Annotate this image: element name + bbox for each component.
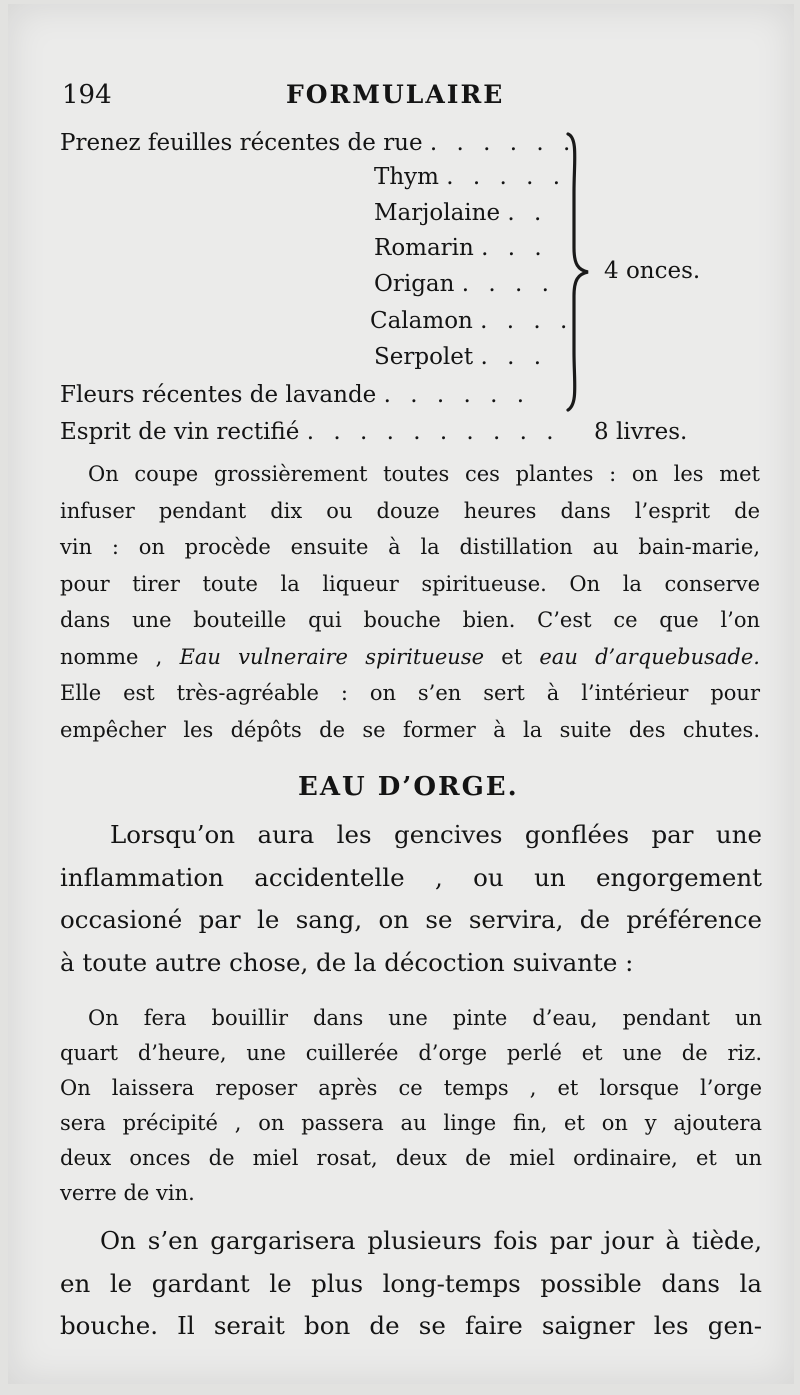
- curly-brace-icon: [564, 132, 594, 412]
- text-line: verre de vin.: [60, 1181, 195, 1205]
- text-line: bouche. Il serait bon de se faire saigner les gen-: [60, 1311, 762, 1340]
- ingredient-line: Serpolet . . .: [374, 344, 548, 370]
- spirit-quantity: 8 livres.: [594, 419, 688, 445]
- ingredient-line: Prenez feuilles récentes de rue . . . . . .: [60, 130, 577, 156]
- text-line: inflammation accidentelle , ou un engorgement: [60, 862, 762, 892]
- italic-name-2: eau d’arquebusade.: [539, 644, 760, 669]
- text-line: vin : on procède ensuite à la distillation au bain-marie,: [60, 535, 760, 559]
- text-line: infuser pendant dix ou douze heures dans l’esprit de: [60, 498, 760, 523]
- ingredient-line: Origan . . . .: [374, 271, 555, 297]
- italic-name-1: Eau vulneraire spiritueuse: [179, 644, 485, 669]
- text-line: Lorsqu’on aura les gencives gonflées par une: [110, 820, 762, 849]
- paragraph-vulneraire: [60, 462, 760, 754]
- text-line: deux onces de miel rosat, deux de miel ordinaire, et un: [60, 1146, 762, 1170]
- text-line: On fera bouillir dans une pinte d’eau, pendant un: [88, 1006, 762, 1030]
- text-line: pour tirer toute la liqueur spiritueuse. On la conserve: [60, 571, 760, 596]
- text-line: en le gardant le plus long-temps possible dans la: [60, 1268, 762, 1298]
- text-line: occasioné par le sang, on se servira, de préférence: [60, 905, 762, 934]
- paragraph-orge-intro: [60, 820, 762, 990]
- ingredient-line: Fleurs récentes de lavande . . . . . .: [60, 382, 531, 408]
- text-line: à toute autre chose, de la décoction suivante :: [60, 947, 634, 977]
- text-line: empêcher les dépôts de se former à la suite des chutes.: [60, 717, 760, 742]
- text-line: dans une bouteille qui bouche bien. C’est ce que l’on: [60, 608, 760, 632]
- section-title: EAU D’ORGE.: [298, 772, 519, 802]
- ingredient-line: Thym . . . . .: [374, 164, 567, 190]
- text-line: On coupe grossièrement toutes ces plantes : on les met: [88, 462, 760, 486]
- text-line: quart d’heure, une cuillerée d’orge perlé et une de riz.: [60, 1041, 762, 1065]
- paragraph-gargarisme: [60, 1226, 762, 1354]
- book-page: [8, 4, 794, 1384]
- page-number: 194: [62, 80, 112, 110]
- paragraph-orge-recipe: [60, 1006, 762, 1216]
- text-line-with-italics: nomme , Eau vulneraire spiritueuse et eau d’arquebusade.: [60, 644, 760, 669]
- text-line: Elle est très-agréable : on s’en sert à l’intérieur pour: [60, 681, 760, 705]
- ingredient-line: Romarin . . .: [374, 235, 548, 261]
- ingredient-line: Marjolaine . .: [374, 200, 548, 226]
- text-line: On s’en gargarisera plusieurs fois par jour à tiède,: [100, 1226, 762, 1255]
- text-line: On laissera reposer après ce temps , et lorsque l’orge: [60, 1076, 762, 1100]
- running-head: FORMULAIRE: [286, 80, 505, 109]
- text-line: sera précipité , on passera au linge fin, et on y ajoutera: [60, 1111, 762, 1135]
- ingredient-line: Esprit de vin rectifié . . . . . . . . . .: [60, 419, 560, 445]
- grouped-quantity: 4 onces.: [604, 258, 701, 284]
- ingredient-line: Calamon . . . .: [370, 308, 574, 334]
